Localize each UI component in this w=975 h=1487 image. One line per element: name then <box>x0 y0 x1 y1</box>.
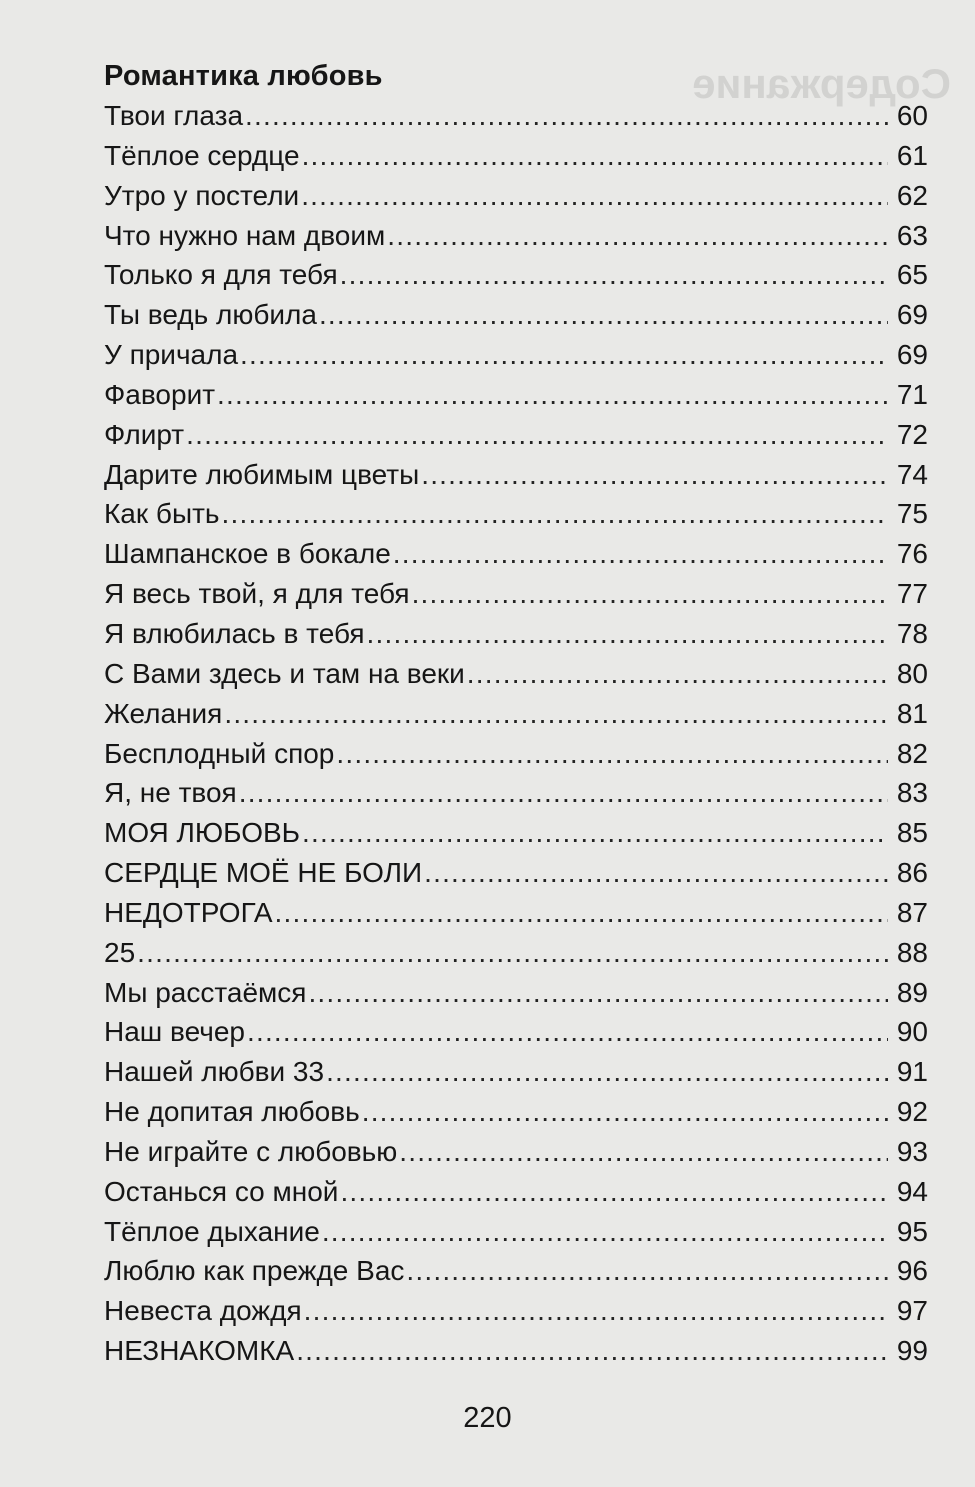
toc-leader-dots <box>326 1052 888 1092</box>
toc-entry-page: 71 <box>896 378 928 410</box>
toc-leader-dots <box>399 1132 888 1172</box>
toc-entry-page: 87 <box>896 896 928 928</box>
toc-entry-title: Флирт <box>104 418 185 450</box>
section-title: Романтика любовь <box>104 60 383 92</box>
toc-leader-dots <box>302 813 888 853</box>
toc-leader-dots <box>224 694 888 734</box>
toc-entry-title: Фаворит <box>104 378 216 410</box>
toc-list <box>104 96 928 1371</box>
toc-entry-title: Ты ведь любила <box>104 299 317 331</box>
toc-entry-title: Шампанское в бокале <box>104 538 391 570</box>
toc-entry <box>104 375 928 415</box>
toc-entry-title: Дарите любимым цветы <box>104 458 420 490</box>
toc-entry-title: Наш вечер <box>104 1016 245 1048</box>
toc-entry <box>104 694 928 734</box>
toc-entry <box>104 654 928 694</box>
toc-entry-title: Тёплое сердце <box>104 139 300 171</box>
toc-entry <box>104 216 928 256</box>
toc-leader-dots <box>412 574 888 614</box>
toc-leader-dots <box>421 455 888 495</box>
toc-entry-page: 90 <box>896 1016 928 1048</box>
toc-entry-title: Твои глаза <box>104 100 244 131</box>
toc-leader-dots <box>340 255 888 295</box>
table-of-contents-page <box>104 56 928 1371</box>
toc-leader-dots <box>393 534 888 574</box>
toc-leader-dots <box>387 216 888 256</box>
toc-entry <box>104 813 928 853</box>
toc-leader-dots <box>247 1012 888 1052</box>
bleed-through-title: Содержание <box>692 60 951 107</box>
toc-entry-page: 69 <box>896 299 928 331</box>
toc-entry <box>104 973 928 1013</box>
toc-entry-page: 85 <box>896 817 928 849</box>
toc-entry-page: 74 <box>896 458 928 490</box>
toc-leader-dots <box>319 295 888 335</box>
toc-entry-page: 62 <box>896 179 928 211</box>
toc-leader-dots <box>186 415 888 455</box>
toc-leader-dots <box>308 973 888 1013</box>
toc-entry-page: 60 <box>896 100 928 131</box>
toc-entry-page: 63 <box>896 219 928 251</box>
toc-entry-title: НЕДОТРОГА <box>104 896 273 928</box>
toc-entry-title: МОЯ ЛЮБОВЬ <box>104 817 301 849</box>
toc-entry <box>104 494 928 534</box>
toc-entry-title: Что нужно нам двоим <box>104 219 386 251</box>
toc-entry-page: 75 <box>896 498 928 530</box>
toc-entry <box>104 176 928 216</box>
toc-leader-dots <box>222 494 889 534</box>
toc-entry-title: Только я для тебя <box>104 259 338 291</box>
toc-entry-page: 81 <box>896 697 928 729</box>
toc-entry-title: Останься со мной <box>104 1175 339 1207</box>
toc-entry-page: 69 <box>896 339 928 371</box>
toc-entry <box>104 534 928 574</box>
toc-leader-dots <box>467 654 888 694</box>
toc-entry <box>104 335 928 375</box>
toc-entry-page: 76 <box>896 538 928 570</box>
toc-entry-page: 89 <box>896 976 928 1008</box>
toc-entry <box>104 1251 928 1291</box>
toc-entry-title: Я, не твоя <box>104 777 237 809</box>
toc-leader-dots <box>336 734 888 774</box>
toc-entry-page: 95 <box>896 1215 928 1247</box>
toc-entry-page: 94 <box>896 1175 928 1207</box>
toc-entry-title: Я весь твой, я для тебя <box>104 578 410 610</box>
toc-entry <box>104 773 928 813</box>
toc-entry-title: Как быть <box>104 498 220 530</box>
toc-entry <box>104 415 928 455</box>
toc-leader-dots <box>240 335 888 375</box>
toc-entry-page: 92 <box>896 1096 928 1128</box>
toc-entry-title: СЕРДЦЕ МОЁ НЕ БОЛИ <box>104 857 423 889</box>
toc-entry-page: 77 <box>896 578 928 610</box>
toc-entry-page: 72 <box>896 418 928 450</box>
toc-entry <box>104 1092 928 1132</box>
toc-entry-page: 80 <box>896 657 928 689</box>
toc-leader-dots <box>296 1331 888 1371</box>
toc-leader-dots <box>245 96 888 136</box>
toc-entry-title: Желания <box>104 697 223 729</box>
toc-entry-title: Я влюбилась в тебя <box>104 617 365 649</box>
toc-entry-title: НЕЗНАКОМКА <box>104 1335 295 1367</box>
toc-entry-title: Не играйте с любовью <box>104 1135 398 1167</box>
toc-entry-title: Мы расстаёмся <box>104 976 307 1008</box>
toc-entry-page: 86 <box>896 857 928 889</box>
toc-leader-dots <box>275 893 888 933</box>
toc-leader-dots <box>322 1212 888 1252</box>
toc-entry-title: 25 <box>104 936 136 968</box>
toc-entry <box>104 614 928 654</box>
toc-leader-dots <box>362 1092 888 1132</box>
toc-entry <box>104 1052 928 1092</box>
toc-leader-dots <box>137 933 888 973</box>
toc-entry-title: Утро у постели <box>104 179 300 211</box>
toc-entry <box>104 255 928 295</box>
toc-leader-dots <box>302 136 888 176</box>
toc-entry <box>104 1291 928 1331</box>
toc-entry-title: Нашей любви 33 <box>104 1056 325 1088</box>
toc-entry <box>104 1132 928 1172</box>
toc-entry <box>104 1012 928 1052</box>
toc-entry-page: 91 <box>896 1056 928 1088</box>
page-number: 220 <box>463 1402 512 1434</box>
toc-leader-dots <box>217 375 888 415</box>
toc-entry-page: 82 <box>896 737 928 769</box>
toc-entry-page: 96 <box>896 1255 928 1287</box>
toc-entry <box>104 1331 928 1371</box>
toc-leader-dots <box>239 773 888 813</box>
toc-entry-title: У причала <box>104 339 239 371</box>
toc-entry <box>104 893 928 933</box>
toc-entry <box>104 136 928 176</box>
toc-entry-page: 88 <box>896 936 928 968</box>
toc-entry-page: 99 <box>896 1335 928 1367</box>
toc-entry-title: Тёплое дыхание <box>104 1215 320 1247</box>
toc-entry-title: Не допитая любовь <box>104 1096 360 1128</box>
toc-entry <box>104 96 928 136</box>
toc-leader-dots <box>424 853 888 893</box>
toc-entry-page: 97 <box>896 1295 928 1327</box>
toc-entry <box>104 734 928 774</box>
toc-entry-page: 93 <box>896 1135 928 1167</box>
toc-entry <box>104 933 928 973</box>
toc-entry <box>104 1212 928 1252</box>
toc-entry-title: Бесплодный спор <box>104 737 335 769</box>
toc-entry <box>104 295 928 335</box>
toc-entry-title: Люблю как прежде Вас <box>104 1255 405 1287</box>
toc-leader-dots <box>301 176 888 216</box>
toc-leader-dots <box>406 1251 888 1291</box>
toc-entry <box>104 1172 928 1212</box>
toc-entry-title: С Вами здесь и там на веки <box>104 657 465 689</box>
toc-leader-dots <box>340 1172 888 1212</box>
toc-entry <box>104 455 928 495</box>
toc-entry-page: 83 <box>896 777 928 809</box>
toc-leader-dots <box>304 1291 888 1331</box>
toc-leader-dots <box>367 614 888 654</box>
toc-entry <box>104 853 928 893</box>
toc-entry-page: 61 <box>896 139 928 171</box>
toc-entry-title: Невеста дождя <box>104 1295 302 1327</box>
toc-entry-page: 78 <box>896 617 928 649</box>
toc-entry <box>104 574 928 614</box>
toc-entry-page: 65 <box>896 259 928 291</box>
